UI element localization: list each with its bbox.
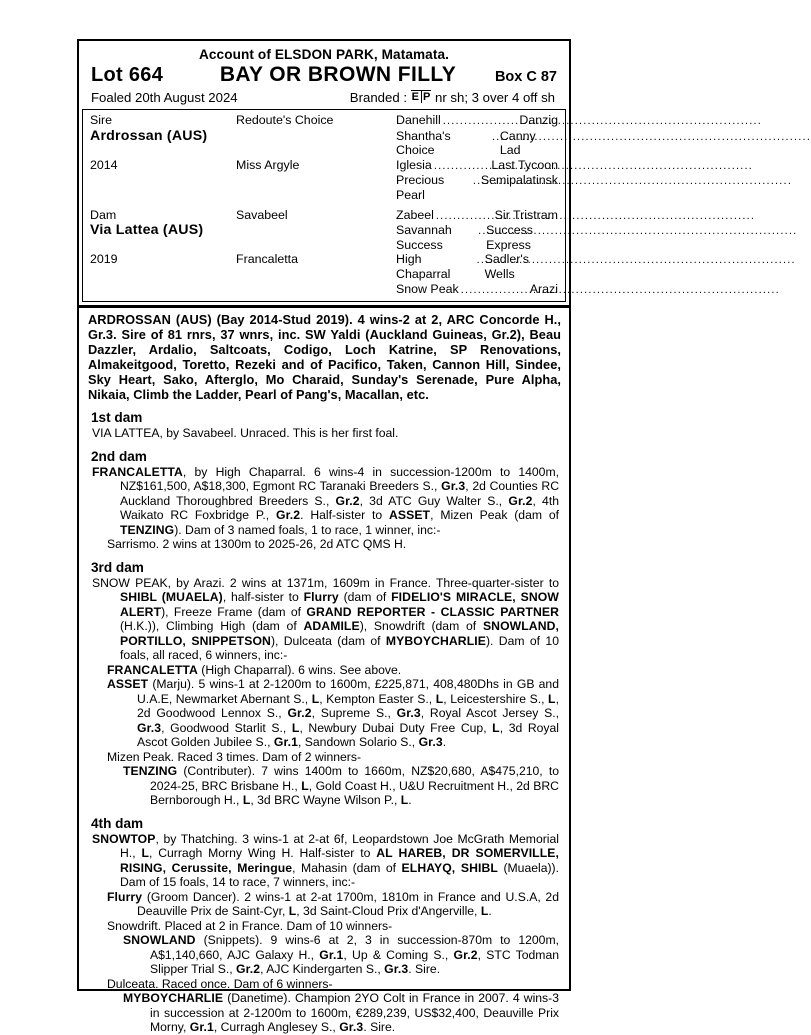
lot-row (79, 62, 569, 87)
branded-description: nr sh; 3 over 4 off sh (435, 90, 555, 105)
pedigree-paragraph: Mizen Peak. Raced 3 times. Dam of 2 winners- (107, 749, 362, 764)
account-line: Account of ELSDON PARK, Matamata. (198, 47, 450, 62)
pedigree-table (82, 109, 566, 302)
pedigree-generation-3 (396, 158, 558, 174)
pedigree-generation-3 (396, 208, 558, 224)
pedigree-row (90, 113, 558, 129)
dotted-leader (473, 173, 479, 189)
branded-label: Branded : (349, 90, 407, 105)
great-grandparent-name: Semipalatinsk (480, 173, 558, 188)
pedigree-generation-1: Via Lattea (AUS) (90, 222, 204, 239)
pedigree-generation-3 (396, 173, 558, 202)
pedigree-generation-3 (396, 223, 558, 252)
great-grandparent-name: Success Express (486, 223, 533, 252)
pedigree-paragraph: FRANCALETTA, by High Chaparral. 6 wins-4 in succession-1200m to 1400m, NZ$161,500, A$18,300, Egmont RC Taranaki Breeders S., Gr.3, 2d Counties RC Auckland Thoroughbred Breeders S., Gr.2, 3d ATC Guy Walter S., Gr.2, 4th Waikato RC Foxbridge P., Gr.2. Half-sister to ASSET, Mizen Peak (dam of TENZING). Dam of 3 named foals, 1 to race, 1 winner, inc:- (92, 464, 559, 537)
dotted-leader (461, 282, 528, 298)
pedigree-generation-2: Francaletta (236, 252, 298, 267)
pedigree-paragraph: Sarrismo. 2 wins at 1300m to 2025-26, 2d ATC QMS H. (107, 537, 407, 552)
brand-mark-icon: E P (411, 91, 431, 103)
pedigree-paragraph: SNOWLAND (Snippets). 9 wins-6 at 2, 3 in succession-870m to 1200m, A$1,140,660, AJC Galaxy H., Gr.1, Up & Coming S., Gr.2, STC Todman Slipper Trial S., Gr.2, AJC Kindergarten S., Gr.3. Sire. (123, 933, 560, 977)
dotted-leader (443, 113, 518, 129)
pedigree-row (90, 208, 558, 224)
dam-heading: 2nd dam (91, 448, 147, 464)
pedigree-paragraph: Snowdrift. Placed at 2 in France. Dam of 10 winners- (107, 918, 393, 933)
great-grandparent-name: Arazi (529, 281, 558, 296)
grandparent-name: Shantha's Choice (396, 128, 451, 158)
dotted-leader (436, 208, 493, 224)
pedigree-generation-1: Ardrossan (AUS) (90, 127, 208, 144)
pedigree-generation-1: Dam (90, 207, 117, 222)
dam-heading: 1st dam (91, 410, 143, 426)
dotted-leader (478, 223, 484, 239)
pedigree-generation-3 (396, 252, 558, 281)
branded-info (350, 90, 555, 105)
box-number: Box C 87 (494, 69, 557, 85)
pedigree-paragraph: SNOW PEAK, by Arazi. 2 wins at 1371m, 1609m in France. Three-quarter-sister to SHIBL (MUAELA), half-sister to Flurry (dam of FIDELIO'S MIRACLE, SNOW ALERT), Freeze Frame (dam of GRAND REPORTER - CLASSIC PARTNER (H.K.)), Climbing High (dam of ADAMILE), Snowdrift (dam of SNOWLAND, PORTILLO, SNIPPETSON), Dulceata (dam of MYBOYCHARLIE). Dam of 10 foals, all raced, 6 winners, inc:- (92, 575, 559, 663)
grandparent-name: High Chaparral (396, 252, 451, 281)
pedigree-row (90, 223, 558, 252)
grandparent-name: Savannah Success (396, 223, 452, 252)
pedigree-generation-2: Redoute's Choice (236, 113, 334, 127)
dotted-leader (477, 252, 483, 268)
grandparent-name: Iglesia (396, 157, 432, 172)
pedigree-paragraph: SNOWTOP, by Thatching. 3 wins-1 at 2-at 6f, Leopardstown Joe McGrath Memorial H., L, Curragh Morny Wing H. Half-sister to AL HAREB, DR SOMERVILLE, RISING, Cerussite, Meringue, Mahasin (dam of ELHAYQ, SHIBL (Muaela)). Dam of 15 foals, 14 to race, 7 winners, inc:- (92, 831, 559, 890)
pedigree-generation-2: Savabeel (236, 207, 288, 222)
dam-sections (79, 410, 569, 1035)
pedigree-paragraph: VIA LATTEA, by Savabeel. Unraced. This is her first foal. (92, 426, 399, 441)
pedigree-row (90, 252, 558, 281)
foaled-date: Foaled 20th August 2024 (91, 90, 238, 105)
pedigree-generation-3 (396, 129, 558, 158)
sire-blurb: ARDROSSAN (AUS) (Bay 2014-Stud 2019). 4 wins-2 at 2, ARC Concorde H., Gr.3. Sire of 81 rnrs, 37 wnrs, inc. SW Yaldi (Auckland Guineas, Gr.2), Beau Dazzler, Ardalio, Saltcoats, Codigo, Loch Katrine, SP Renovations, Almakeitgood, Toretto, Rezeki and of Pacifico, Taken, Cannon Hill, Sindee, Sky Heart, Sako, Afterglo, Mo Charaid, Sunday's Serenade, Pure Alpha, Nikaia, Climb the Ladder, Pearl of Pang's, Macallan, etc. (88, 312, 561, 403)
pedigree-row (90, 129, 558, 158)
pedigree-generation-3 (396, 113, 558, 129)
lot-number: Lot 664 (91, 64, 164, 86)
dam-heading: 3rd dam (91, 559, 144, 575)
great-grandparent-name: Sir Tristram (494, 207, 558, 222)
pedigree-row (90, 158, 558, 174)
pedigree-generation-3 (396, 282, 558, 298)
pedigree-paragraph: TENZING (Contributer). 7 wins 1400m to 1660m, NZ$20,680, A$475,210, to 2024-25, BRC Brisbane H., L, Gold Coast H., U&U Recruitment H., 2d BRC Bernborough H., L, 3d BRC Wayne Wilson P., L. (123, 764, 559, 808)
dotted-leader (492, 129, 498, 145)
pedigree-paragraph: FRANCALETTA (High Chaparral). 6 wins. See above. (107, 662, 402, 677)
pedigree-row (90, 282, 558, 298)
pedigree-paragraph: ASSET (Marju). 5 wins-1 at 2-1200m to 1600m, £225,871, 408,480Dhs in GB and U.A.E, Newmarket Abernant S., L, Kempton Easter S., L, Leicestershire S., L, 2d Goodwood Lennox S., Gr.2, Supreme S., Gr.3, Royal Ascot Jersey S., Gr.3, Goodwood Starlit S., L, Newbury Dubai Duty Free Cup, L, 3d Royal Ascot Golden Jubilee S., Gr.1, Sandown Solario S., Gr.3. (107, 677, 560, 750)
great-grandparent-name: Sadler's Wells (484, 252, 529, 281)
divider-rule (79, 305, 569, 308)
dam-heading: 4th dam (91, 815, 144, 831)
dotted-leader (434, 158, 490, 174)
pedigree-paragraph: Flurry (Groom Dancer). 2 wins-1 at 2-at 1700m, 1810m in France and U.S.A, 2d Deauville Prix de Saint-Cyr, L, 3d Saint-Cloud Prix d'Angerville, L. (107, 889, 559, 919)
pedigree-row (90, 173, 558, 202)
pedigree-generation-1: Sire (90, 113, 113, 127)
great-grandparent-name: Last Tycoon (491, 157, 558, 172)
catalogue-page (77, 39, 571, 1035)
grandparent-name: Precious Pearl (396, 173, 445, 202)
pedigree-paragraph: Dulceata. Raced once. Dam of 6 winners- (107, 976, 333, 991)
grandparent-name: Danehill (396, 113, 441, 127)
pedigree-paragraph: MYBOYCHARLIE (Danetime). Champion 2YO Colt in France in 2007. 4 wins-3 in succession at 2-1200m to 1600m, €289,239, US$32,400, Deauville Prix Morny, Gr.1, Curragh Anglesey S., Gr.3. Sire. (123, 991, 559, 1035)
foaled-row (79, 87, 569, 109)
grandparent-name: Snow Peak (396, 281, 459, 296)
great-grandparent-name: Danzig (519, 113, 558, 127)
grandparent-name: Zabeel (396, 207, 434, 222)
pedigree-generation-1: 2019 (90, 252, 118, 267)
pedigree-generation-2: Miss Argyle (236, 157, 300, 172)
pedigree-generation-1: 2014 (90, 157, 118, 172)
great-grandparent-name: Canny Lad (499, 128, 536, 158)
page-title: BAY OR BROWN FILLY (219, 63, 457, 86)
